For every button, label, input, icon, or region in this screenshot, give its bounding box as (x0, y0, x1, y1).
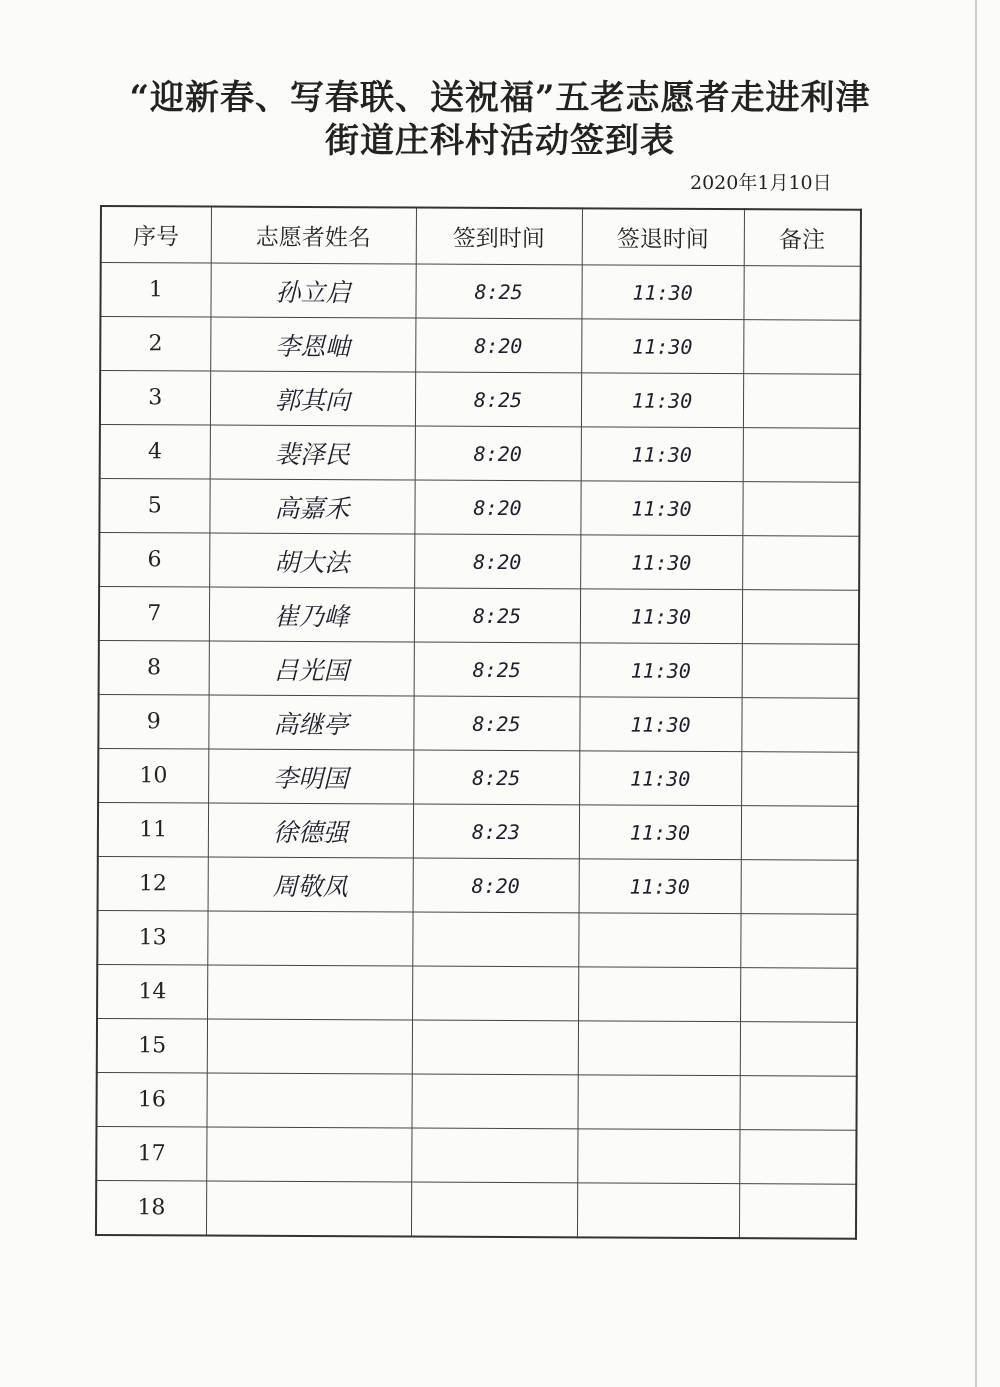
table-row (100, 371, 860, 429)
sign-out-time-cell: 11:30 (581, 265, 743, 320)
remarks-cell (743, 320, 860, 375)
table-row (96, 1072, 856, 1130)
remarks-cell (741, 806, 858, 861)
serial-number-cell: 12 (98, 856, 208, 911)
table-row (99, 640, 859, 698)
table-row (98, 748, 858, 806)
table-row (97, 1018, 857, 1076)
sign-out-time-cell: 11:30 (580, 589, 742, 644)
volunteer-signature-cell: 周敬凤 (208, 857, 413, 912)
table-row (97, 910, 857, 968)
sign-out-time-cell: 11:30 (580, 643, 742, 698)
volunteer-signature-cell: 高继亭 (208, 695, 413, 750)
sign-out-time-cell: 11:30 (581, 373, 743, 428)
sign-in-time-cell: 8:25 (415, 264, 581, 319)
table-row (96, 1180, 856, 1238)
remarks-cell (740, 1022, 857, 1077)
table-row (98, 694, 858, 752)
serial-number-cell: 13 (97, 910, 207, 965)
table-row (96, 1126, 856, 1184)
sign-out-time-cell: 11:30 (581, 427, 743, 482)
sign-in-time-cell: 8:20 (414, 480, 580, 535)
volunteer-signature-cell: 徐德强 (208, 803, 413, 858)
table-row (98, 802, 858, 860)
remarks-cell (742, 482, 859, 537)
remarks-cell (743, 374, 860, 429)
volunteer-signature-cell: 裴泽民 (210, 425, 415, 480)
table-row (99, 587, 859, 645)
sign-in-time-cell: 8:23 (413, 804, 579, 859)
sign-in-time-cell (412, 912, 578, 967)
remarks-cell (742, 536, 859, 591)
sign-out-time-cell (577, 1183, 739, 1238)
remarks-cell (741, 698, 858, 753)
remarks-cell (743, 428, 860, 483)
volunteer-signature-cell (206, 1073, 411, 1128)
title-line-1: “迎新春、写春联、送祝福”五老志愿者走进利津 (129, 78, 871, 118)
remarks-cell (741, 752, 858, 807)
serial-number-cell: 14 (97, 964, 207, 1019)
serial-number-cell: 8 (99, 640, 209, 695)
volunteer-signature-cell: 崔乃峰 (209, 587, 414, 642)
serial-number-cell: 10 (98, 748, 208, 803)
sign-out-time-cell (577, 1129, 739, 1184)
volunteer-signature-cell: 吕光国 (209, 641, 414, 696)
remarks-cell (740, 914, 857, 969)
volunteer-signature-cell: 李恩岫 (210, 317, 415, 372)
header-sign-out-time: 签退时间 (582, 208, 744, 265)
serial-number-cell: 17 (96, 1126, 206, 1181)
table-row (100, 425, 860, 483)
remarks-cell (739, 1184, 856, 1239)
sign-out-time-cell: 11:30 (579, 697, 741, 752)
header-serial-number: 序号 (101, 206, 211, 263)
sign-in-time-cell (411, 1128, 577, 1183)
table-row (99, 533, 859, 591)
sign-in-table (95, 205, 862, 1240)
serial-number-cell: 6 (99, 533, 209, 588)
volunteer-signature-cell: 高嘉禾 (209, 479, 414, 534)
sign-out-time-cell (578, 1021, 740, 1076)
serial-number-cell: 2 (100, 317, 210, 372)
sign-in-time-cell: 8:20 (413, 858, 579, 913)
serial-number-cell: 16 (96, 1072, 206, 1127)
title-line-2: 街道庄科村活动签到表 (325, 121, 675, 161)
serial-number-cell: 5 (99, 479, 209, 534)
sign-in-time-cell: 8:25 (413, 750, 579, 805)
remarks-cell (739, 1076, 856, 1131)
volunteer-signature-cell: 孙立启 (210, 263, 415, 318)
remarks-cell (741, 860, 858, 915)
sign-in-time-cell: 8:25 (414, 642, 580, 697)
sign-in-time-cell: 8:20 (414, 534, 580, 589)
sign-out-time-cell (577, 1075, 739, 1130)
table-row (100, 317, 860, 375)
volunteer-signature-cell (206, 1127, 411, 1182)
sign-in-time-cell (411, 1182, 577, 1237)
sign-in-time-cell: 8:25 (414, 588, 580, 643)
sign-in-time-cell (411, 1074, 577, 1129)
page-edge-shadow (975, 0, 977, 1387)
sign-in-sheet (95, 205, 868, 1249)
remarks-cell (739, 1130, 856, 1185)
sign-out-time-cell: 11:30 (579, 805, 741, 860)
volunteer-signature-cell: 胡大法 (209, 533, 414, 588)
volunteer-signature-cell (207, 911, 412, 966)
sign-in-time-cell: 8:20 (415, 426, 581, 481)
volunteer-signature-cell (206, 1181, 411, 1237)
serial-number-cell: 9 (98, 694, 208, 749)
sign-in-time-cell: 8:20 (415, 318, 581, 373)
header-sign-in-time: 签到时间 (416, 208, 582, 265)
serial-number-cell: 18 (96, 1180, 206, 1235)
sign-out-time-cell: 11:30 (579, 859, 741, 914)
document-date: 2020年1月10日 (690, 172, 832, 194)
volunteer-signature-cell: 李明国 (208, 749, 413, 804)
serial-number-cell: 3 (100, 371, 210, 426)
serial-number-cell: 7 (99, 587, 209, 642)
sign-out-time-cell (578, 967, 740, 1022)
volunteer-signature-cell (207, 1019, 412, 1074)
header-remarks: 备注 (744, 209, 861, 266)
volunteer-signature-cell (207, 965, 412, 1020)
remarks-cell (742, 590, 859, 645)
sign-out-time-cell (578, 913, 740, 968)
serial-number-cell: 15 (97, 1018, 207, 1073)
header-volunteer-name: 志愿者姓名 (211, 207, 416, 265)
serial-number-cell: 11 (98, 802, 208, 857)
sign-in-time-cell: 8:25 (413, 696, 579, 751)
sign-out-time-cell: 11:30 (579, 751, 741, 806)
sign-in-time-cell (412, 1020, 578, 1075)
sign-out-time-cell: 11:30 (581, 319, 743, 374)
sign-in-time-cell (412, 966, 578, 1021)
serial-number-cell: 1 (100, 263, 210, 318)
sign-in-time-cell: 8:25 (415, 372, 581, 427)
sign-out-time-cell: 11:30 (580, 535, 742, 590)
volunteer-signature-cell: 郭其向 (210, 371, 415, 426)
remarks-cell (743, 266, 860, 321)
table-row (97, 964, 857, 1022)
table-row (98, 856, 858, 914)
remarks-cell (740, 968, 857, 1023)
table-row (100, 263, 860, 321)
table-row (99, 479, 859, 537)
sign-out-time-cell: 11:30 (580, 481, 742, 536)
remarks-cell (742, 644, 859, 699)
header-row (101, 206, 861, 266)
serial-number-cell: 4 (100, 425, 210, 480)
